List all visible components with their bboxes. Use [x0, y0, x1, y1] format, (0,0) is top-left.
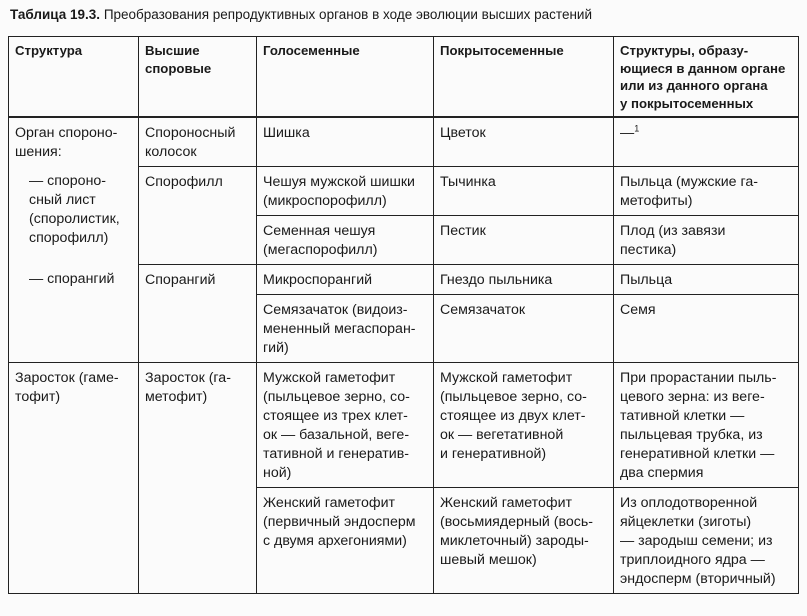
- header-structure: Структура: [9, 37, 139, 118]
- cell-gymno-megasporophyll: Семенная чешуя (мегаспорофилл): [257, 216, 434, 265]
- cell-angio-female-gametophyte: Женский гаметофит (восьмиядерный (вось- миклеточный) зароды- шевый мешок): [434, 488, 614, 594]
- cell-spore-sporangium: Спорангий: [139, 265, 257, 363]
- table-row: [9, 363, 799, 488]
- cell-angio-organ: Цветок: [434, 117, 614, 167]
- cell-gymno-ovule: Семязачаток (видоиз- мененный мегаспоран- гий): [257, 295, 434, 363]
- table-caption-text: Преобразования репродуктивных органов в ходе эволюции высших растений: [103, 7, 592, 22]
- cell-gymno-female-gametophyte: Женский гаметофит (первичный эндосперм с двумя архегониями): [257, 488, 434, 594]
- cell-angio-anther-locule: Гнездо пыльника: [434, 265, 614, 295]
- cell-angio-stamen: Тычинка: [434, 167, 614, 216]
- cell-angio-pistil: Пестик: [434, 216, 614, 265]
- cell-derived-female-gametophyte: Из оплодотворенной яйцеклетки (зиготы) — зародыш семени; из триплоидного ядра — эндосперм (вторичный): [614, 488, 799, 594]
- cell-derived-seed: Семя: [614, 295, 799, 363]
- cell-derived-pollen: Пыльца (мужские га- метофиты): [614, 167, 799, 216]
- table-row: [9, 117, 799, 167]
- table-caption: [10, 6, 592, 24]
- header-spore-plants: Высшие споровые: [139, 37, 257, 118]
- structure-organ-title: Орган спороно- шения:: [15, 125, 118, 160]
- cell-spore-gametophyte: Заросток (га- метофит): [139, 363, 257, 594]
- cell-gymno-microsporophyll: Чешуя мужской шишки (микроспорофилл): [257, 167, 434, 216]
- derived-organ-dash: —: [620, 125, 635, 141]
- cell-angio-male-gametophyte: Мужской гаметофит (пыльцевое зерно, со- стоящее из двух клет- ок — вегетативной и генеративной): [434, 363, 614, 488]
- cell-derived-fruit: Плод (из завязи пестика): [614, 216, 799, 265]
- cell-derived-organ: [614, 117, 799, 167]
- reproductive-organs-table: [8, 36, 799, 594]
- cell-spore-organ: Спороносный колосок: [139, 117, 257, 167]
- cell-angio-ovule: Семязачаток: [434, 295, 614, 363]
- footnote-marker: 1: [634, 123, 640, 134]
- table-header-row: [9, 37, 799, 118]
- cell-derived-pollen-2: Пыльца: [614, 265, 799, 295]
- cell-gymno-male-gametophyte: Мужской гаметофит (пыльцевое зерно, со- стоящее из трех клет- ок — базальной, веге- тативной и генератив- ной): [257, 363, 434, 488]
- header-derived-structures: Структуры, образу- ющиеся в данном органе или из данного органа у покрытосеменных: [614, 37, 799, 118]
- cell-spore-sporophyll: Спорофилл: [139, 167, 257, 265]
- cell-gymno-organ: Шишка: [257, 117, 434, 167]
- table-caption-label: Таблица 19.3.: [10, 7, 101, 22]
- cell-gymno-microsporangium: Микроспорангий: [257, 265, 434, 295]
- structure-sporophyll: — спороно- сный лист (споролистик, спорофилл): [29, 173, 120, 246]
- cell-derived-male-gametophyte: При прорастании пыль- цевого зерна: из веге- тативной клетки — пыльцевая трубка, из генеративной клетки — два спермия: [614, 363, 799, 488]
- header-gymnosperms: Голосеменные: [257, 37, 434, 118]
- cell-structure-organ: [9, 117, 139, 363]
- structure-sporangium: — спорангий: [29, 271, 115, 287]
- header-angiosperms: Покрытосеменные: [434, 37, 614, 118]
- cell-structure-gametophyte: Заросток (гаме- тофит): [9, 363, 139, 594]
